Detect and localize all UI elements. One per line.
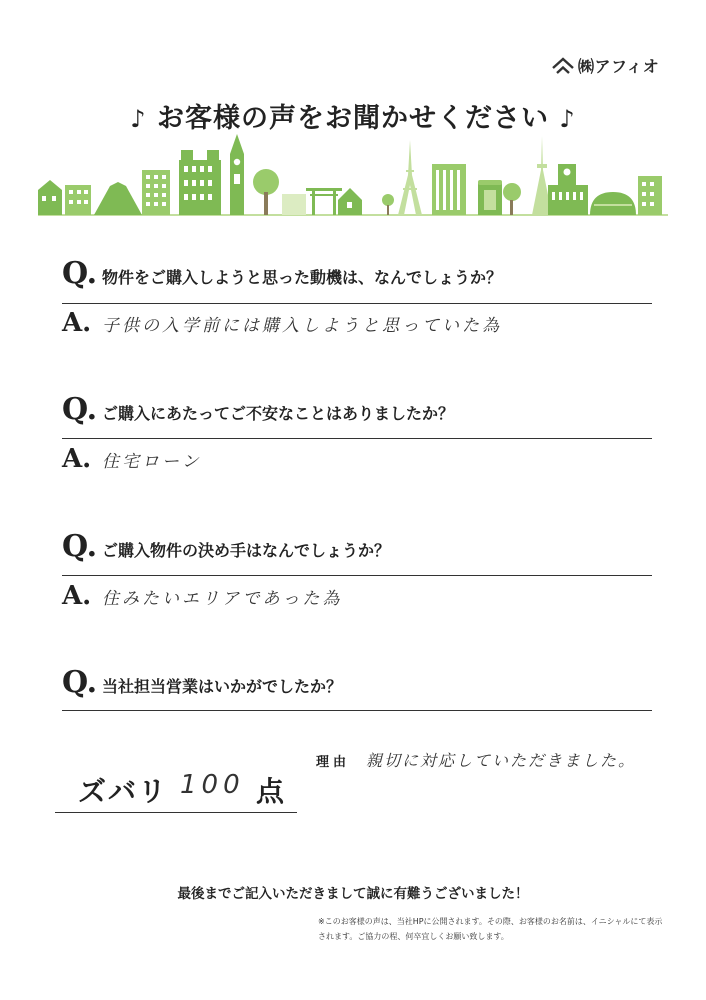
a-mark: A.: [62, 444, 92, 474]
q-mark: Q.: [62, 256, 98, 291]
question-text: 物件をご購入しようと思った動機は、なんでしょうか？: [102, 268, 503, 287]
score-unit: 点: [256, 775, 285, 808]
divider: [62, 438, 652, 439]
reason-text: 親切に対応していただきました。: [366, 751, 637, 770]
divider: [62, 710, 652, 711]
answer-1: [62, 308, 502, 338]
answer-2: [62, 444, 202, 474]
answer-text: 住みたいエリアであった為: [102, 589, 343, 609]
divider: [62, 303, 652, 304]
divider: [62, 575, 652, 576]
music-note-icon: ♪: [559, 105, 576, 133]
company-logo: [552, 54, 659, 77]
q-mark: Q.: [62, 529, 98, 564]
title-text: お客様の声をお聞かせください: [157, 103, 549, 134]
music-note-icon: ♪: [130, 105, 147, 133]
question-2: [62, 392, 454, 427]
question-3: [62, 529, 390, 564]
question-4: [62, 665, 342, 700]
a-mark: A.: [62, 581, 92, 611]
score-label: ズバリ: [78, 775, 169, 808]
question-text: ご購入物件の決め手はなんでしょうか？: [102, 541, 391, 560]
fine-print: ※このお客様の声は、当社HPに公開されます。その際、お客様のお名前は、イニシャルにて表示されます。ご協力の程、何卒宜しくお願い致します。: [318, 917, 663, 941]
company-name: ㈱アフィオ: [578, 57, 660, 76]
thanks-message: 最後までご記入いただきまして誠に有難うございました！: [177, 886, 529, 902]
answer-text: 子供の入学前には購入しようと思っていた為: [102, 316, 502, 336]
q-mark: Q.: [62, 392, 98, 427]
a-mark: A.: [62, 308, 92, 338]
reason-label: 理由: [316, 755, 351, 770]
score-value: 100: [180, 770, 245, 800]
house-roof-icon: [552, 57, 574, 75]
question-text: ご購入にあたってご不安なことはありましたか？: [102, 404, 455, 423]
answer-3: [62, 581, 342, 611]
q-mark: Q.: [62, 665, 98, 700]
score-underline: [55, 812, 297, 813]
question-text: 当社担当営業はいかがでしたか？: [102, 677, 343, 696]
question-1: [62, 256, 502, 291]
city-skyline-illustration: [38, 130, 668, 220]
answer-text: 住宅ローン: [102, 452, 202, 472]
